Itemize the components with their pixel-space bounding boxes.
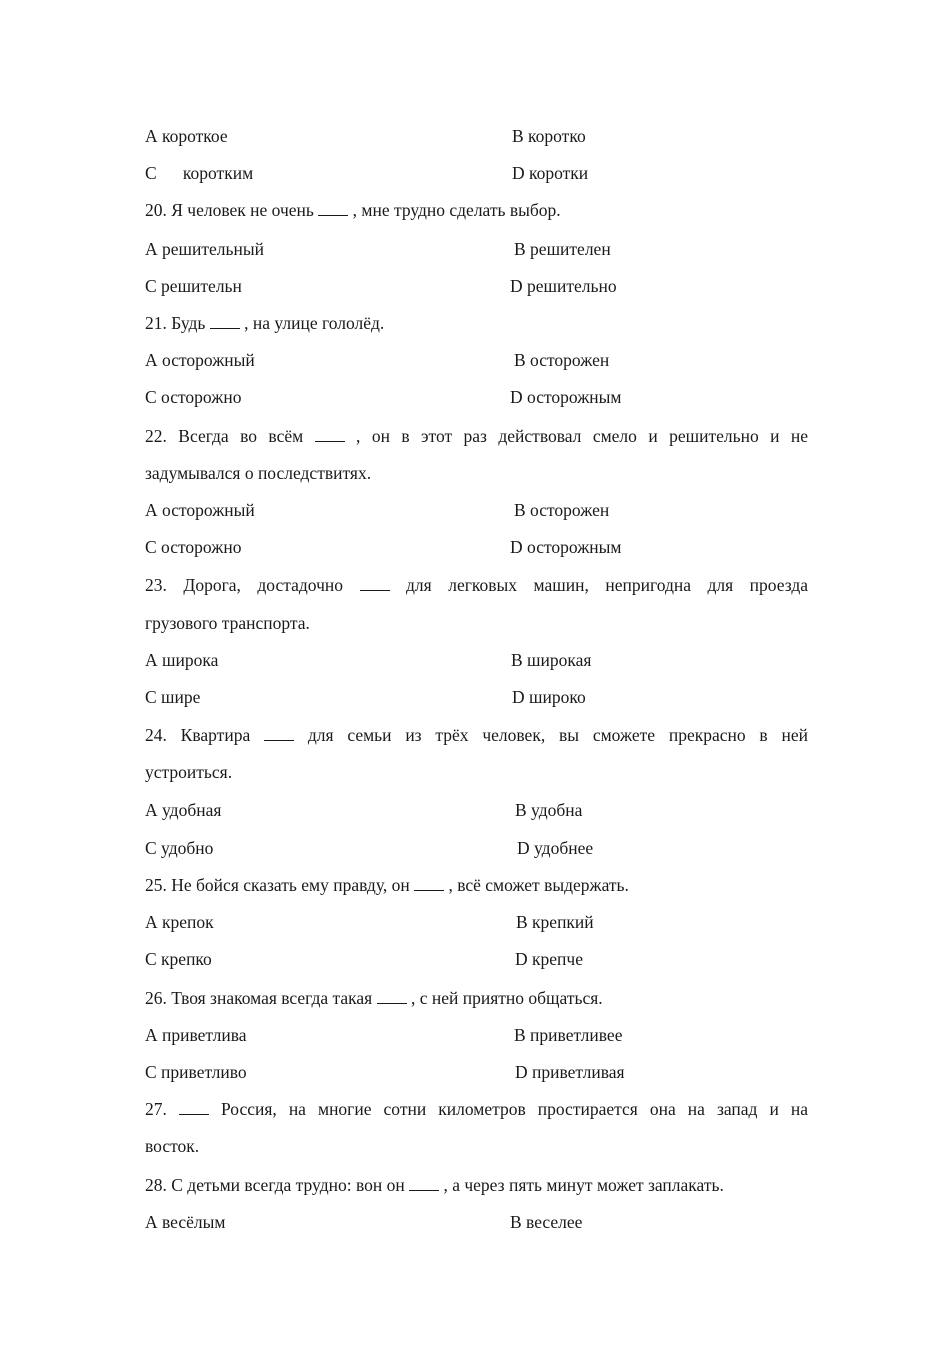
option-a-c: С решительн (145, 276, 242, 296)
option-b-d: В широкая (511, 650, 592, 670)
answer-blank (179, 1100, 209, 1115)
question-line (145, 425, 808, 447)
option-b-d: D крепче (515, 949, 583, 969)
answer-blank (377, 989, 407, 1004)
question-continuation: грузового транспорта. (145, 613, 310, 633)
question-line (145, 1174, 808, 1196)
option-a-c: А весёлым (145, 1212, 226, 1232)
question-text-before: 23. Дорога, достадочно (145, 575, 343, 595)
question-text-after: для семьи из трёх человек, вы сможете прекрасно в ней (307, 725, 809, 745)
question-text-before: 24. Квартира (145, 725, 251, 745)
option-b-d: D решительно (510, 276, 617, 296)
question-line (145, 987, 808, 1009)
answer-blank (264, 726, 294, 741)
option-a-c: С коротким (145, 163, 254, 183)
answer-blank (318, 201, 348, 216)
option-b-d: В крепкий (516, 912, 594, 932)
option-b-d: В веселее (510, 1212, 583, 1232)
option-b-d: D приветливая (515, 1062, 625, 1082)
option-a-c: А приветлива (145, 1025, 247, 1045)
question-text-before: 25. Не бойся сказать ему правду, он (145, 875, 410, 895)
option-b-d: D осторожным (510, 537, 622, 557)
answer-blank (409, 1176, 439, 1191)
option-b-d: D удобнее (517, 838, 594, 858)
question-line (145, 199, 808, 221)
option-b-d: В осторожен (514, 500, 610, 520)
option-a-c: А осторожный (145, 500, 255, 520)
option-a-c: А широка (145, 650, 219, 670)
question-text-before: 22. Всегда во всём (145, 426, 304, 446)
question-text-after: , на улице гололёд. (244, 313, 385, 333)
option-b-d: D широко (512, 687, 586, 707)
option-a-c: С приветливо (145, 1062, 247, 1082)
answer-blank (315, 427, 345, 442)
question-text-after: Россия, на многие сотни километров простирается она на запад и на (220, 1099, 809, 1119)
question-text-before: 26. Твоя знакомая всегда такая (145, 988, 373, 1008)
option-a-c: С шире (145, 687, 201, 707)
question-text-before: 20. Я человек не очень (145, 200, 314, 220)
option-a-c: С осторожно (145, 537, 242, 557)
option-a-c: С крепко (145, 949, 212, 969)
question-text-after: , всё сможет выдержать. (448, 875, 629, 895)
option-b-d: В приветливее (514, 1025, 623, 1045)
question-text-after: , с ней приятно общаться. (410, 988, 603, 1008)
option-b-d: В решителен (514, 239, 611, 259)
option-a-c: С удобно (145, 838, 214, 858)
question-text-after: для легковых машин, непригодна для проезда (406, 575, 809, 595)
answer-blank (360, 576, 390, 591)
option-b-d: D осторожным (510, 387, 622, 407)
question-continuation: восток. (145, 1136, 200, 1156)
question-line (145, 1098, 808, 1120)
option-a-c: А короткое (145, 126, 228, 146)
option-b-d: В коротко (512, 126, 586, 146)
question-text-before: 21. Будь (145, 313, 206, 333)
option-a-c: А крепок (145, 912, 214, 932)
question-line (145, 724, 808, 746)
question-continuation: задумывался о последствитях. (145, 463, 372, 483)
option-a-c: А осторожный (145, 350, 255, 370)
question-line (145, 312, 808, 334)
question-text-before: 27. (145, 1099, 167, 1119)
answer-blank (414, 876, 444, 891)
question-text-after: , он в этот раз действовал смело и решительно и не (356, 426, 809, 446)
question-continuation: устроиться. (145, 762, 233, 782)
option-a-c: С осторожно (145, 387, 242, 407)
option-b-d: D коротки (512, 163, 589, 183)
question-text-after: , а через пять минут может заплакать. (443, 1175, 724, 1195)
question-line (145, 574, 808, 596)
option-b-d: В удобна (515, 800, 583, 820)
option-b-d: В осторожен (514, 350, 610, 370)
answer-blank (210, 314, 240, 329)
question-text-before: 28. С детьми всегда трудно: вон он (145, 1175, 405, 1195)
question-text-after: , мне трудно сделать выбор. (352, 200, 561, 220)
option-a-c: А решительный (145, 239, 264, 259)
question-line (145, 874, 808, 896)
option-a-c: А удобная (145, 800, 222, 820)
